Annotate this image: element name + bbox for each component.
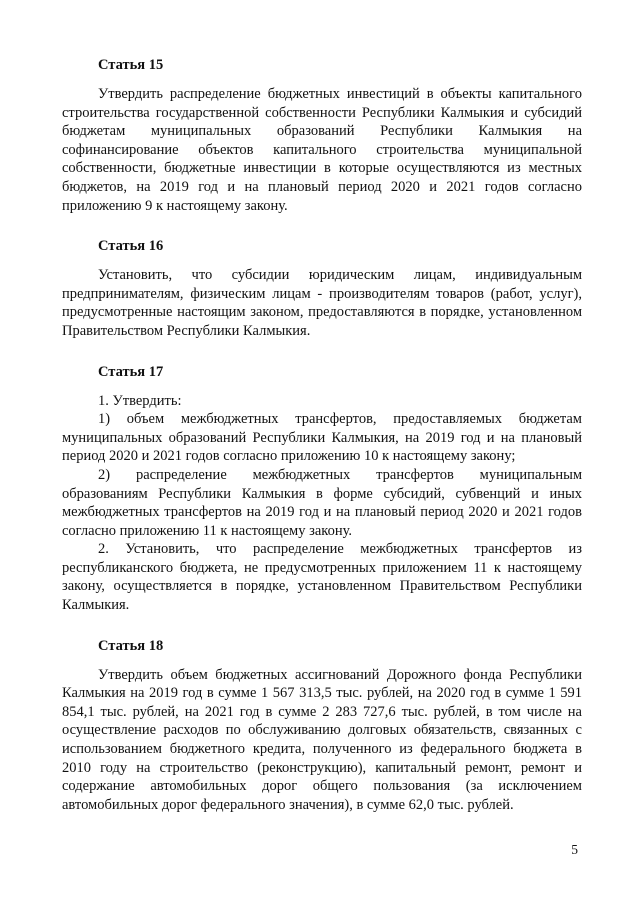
article-paragraph: Установить, что субсидии юридическим лицам, индивидуальным предпринимателям, физическим лицам - производителям товаров (работ, услуг), предусмотренные настоящим законом, предоставляются в порядке, установленном Правительством Республики Калмыкия. xyxy=(62,267,582,339)
article-heading: Статья 16 xyxy=(98,238,164,255)
article-17 xyxy=(62,363,582,615)
article-paragraph: Утвердить объем бюджетных ассигнований Дорожного фонда Республики Калмыкия на 2019 год в сумме 1 567 313,5 тыс. рублей, на 2020 год в сумме 1 591 854,1 тыс. рублей, на 2021 год в сумме 2 283 727,6 тыс. рублей, в том числе на осуществление расходов по обслуживанию долговых обязательств, связанных с использованием бюджетного кредита, полученного из федерального бюджета в 2010 году на строительство (реконструкцию), капитальный ремонт, ремонт и содержание автомобильных дорог общего пользования (за исключением автомобильных дорог федерального значения), в сумме 62,0 тыс. рублей. xyxy=(62,666,582,813)
article-paragraph: 1. Утвердить: xyxy=(98,392,182,409)
article-heading: Статья 17 xyxy=(98,363,164,380)
article-15 xyxy=(62,56,582,215)
article-18 xyxy=(62,637,582,815)
article-heading: Статья 18 xyxy=(98,637,164,654)
document-page xyxy=(62,56,582,836)
page-number: 5 xyxy=(571,842,578,857)
article-paragraph: 1) объем межбюджетных трансфертов, предоставляемых бюджетам муниципальных образований Республики Калмыкия, на 2019 год и на плановый период 2020 и 2021 годов согласно приложению 10 к настоящему закону; xyxy=(62,411,582,465)
article-paragraph: 2. Установить, что распределение межбюджетных трансфертов из республиканского бюджета, не предусмотренных приложением 11 к настоящему закону, осуществляется в порядке, установленном Правительством Республики Калмыкия. xyxy=(62,541,582,614)
article-paragraph: 2) распределение межбюджетных трансфертов муниципальным образованиям Республики Калмыкия в форме субсидий, субвенций и иных межбюджетных трансфертов на 2019 год и на плановый период 2020 и 2021 годов согласно приложению 11 к настоящему закону. xyxy=(62,466,582,539)
article-paragraph: Утвердить распределение бюджетных инвестиций в объекты капитального строительства государственной собственности Республики Калмыкия и субсидий бюджетам муниципальных образований Республики Калмыкия на софинансирование объектов капитального строительства муниципальной собственности, бюджетные инвестиции в которые осуществляются из местных бюджетов, на 2019 год и на плановый период 2020 и 2021 годов согласно приложению 9 к настоящему закону. xyxy=(62,86,582,214)
article-heading: Статья 15 xyxy=(98,57,164,73)
article-16 xyxy=(62,237,582,340)
